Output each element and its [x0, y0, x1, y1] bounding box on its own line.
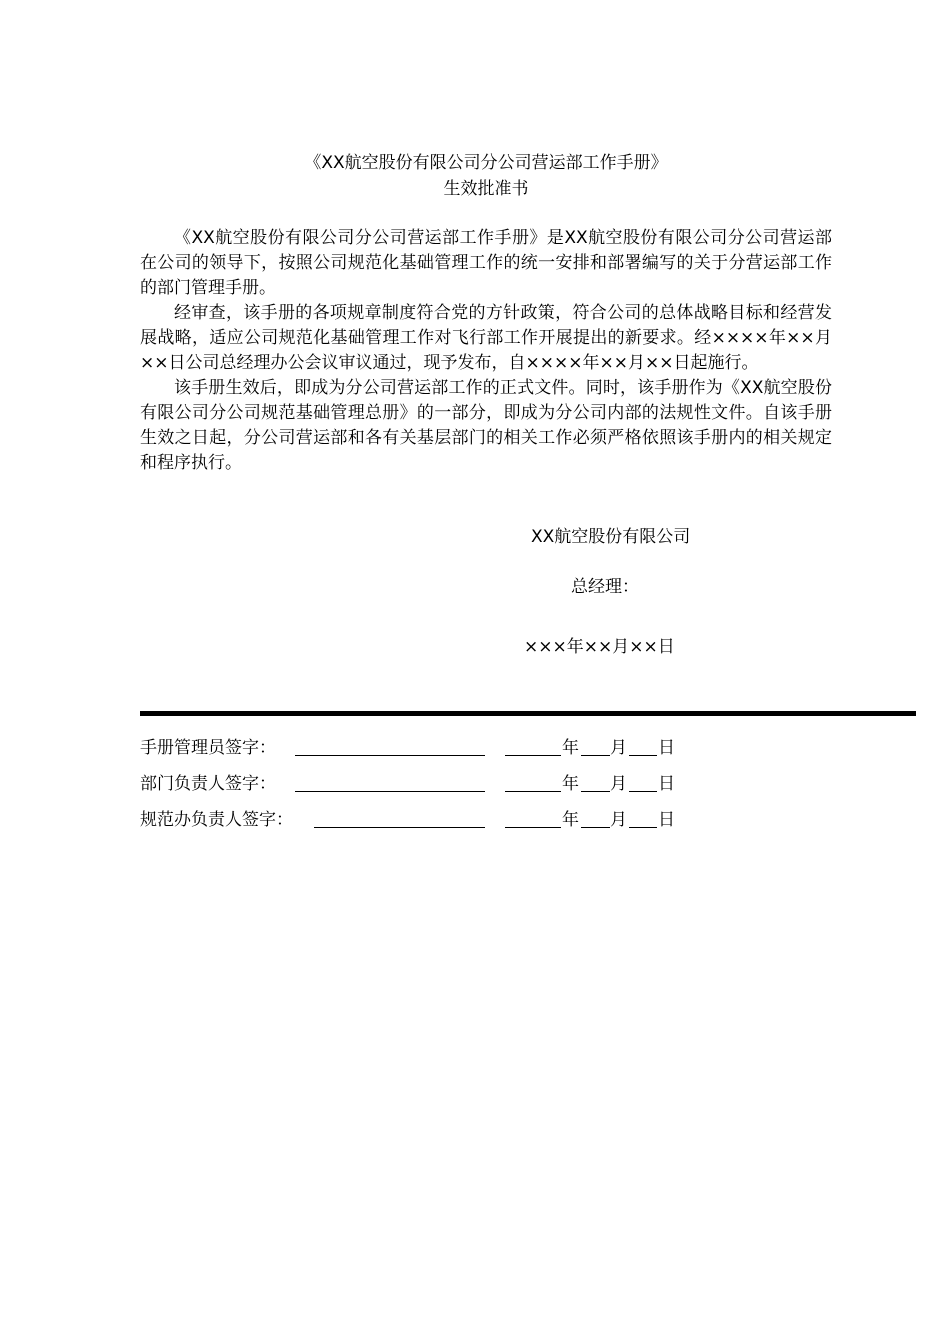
day-unit: 日 — [658, 774, 675, 794]
day-blank — [629, 827, 657, 828]
signature-blank — [295, 791, 485, 792]
day-blank — [629, 755, 657, 756]
month-unit: 月 — [610, 774, 627, 794]
signature-row-manual-admin — [140, 735, 840, 761]
month-blank — [581, 791, 610, 792]
paragraph-3: 该手册生效后，即成为分公司营运部工作的正式文件。同时，该手册作为《XX航空股份有限公司分公司规范基础管理总册》的一部分，即成为分公司内部的法规性文件。自该手册生效之日起，分公司营运部和各有关基层部门的相关工作必须严格依照该手册内的相关规定和程序执行。 — [140, 378, 832, 473]
year-blank — [505, 791, 561, 792]
signature-row-department-head — [140, 771, 840, 797]
year-unit: 年 — [562, 774, 579, 794]
year-blank — [505, 827, 561, 828]
month-unit: 月 — [610, 738, 627, 758]
signoff-manager-label: 总经理： — [571, 577, 639, 597]
section-divider — [140, 711, 916, 716]
year-unit: 年 — [562, 738, 579, 758]
month-blank — [581, 755, 610, 756]
document-title — [140, 150, 832, 202]
month-unit: 月 — [610, 810, 627, 830]
signature-label: 手册管理员签字： — [140, 738, 276, 758]
paragraph-1: 《XX航空股份有限公司分公司营运部工作手册》是XX航空股份有限公司分公司营运部在公司的领导下，按照公司规范化基础管理工作的统一安排和部署编写的关于分营运部工作的部门管理手册。 — [140, 228, 832, 298]
title-line-1: 《XX航空股份有限公司分公司营运部工作手册》 — [304, 153, 668, 173]
day-blank — [629, 791, 657, 792]
signature-row-standards-office-head — [140, 807, 840, 833]
day-unit: 日 — [658, 810, 675, 830]
year-unit: 年 — [562, 810, 579, 830]
day-unit: 日 — [658, 738, 675, 758]
signoff-company: XX航空股份有限公司 — [531, 527, 691, 547]
signature-label: 部门负责人签字： — [140, 774, 276, 794]
signoff-date: ×××年××月××日 — [524, 637, 675, 657]
title-line-2: 生效批准书 — [443, 179, 529, 199]
signature-blank — [314, 827, 485, 828]
signature-blank — [295, 755, 485, 756]
signature-label: 规范办负责人签字： — [140, 810, 293, 830]
month-blank — [581, 827, 610, 828]
paragraph-2: 经审查，该手册的各项规章制度符合党的方针政策，符合公司的总体战略目标和经营发展战略，适应公司规范化基础管理工作对飞行部工作开展提出的新要求。经××××年××月××日公司总经理办公会议审议通过，现予发布，自××××年××月××日起施行。 — [140, 303, 832, 373]
approval-body — [140, 226, 832, 476]
year-blank — [505, 755, 561, 756]
